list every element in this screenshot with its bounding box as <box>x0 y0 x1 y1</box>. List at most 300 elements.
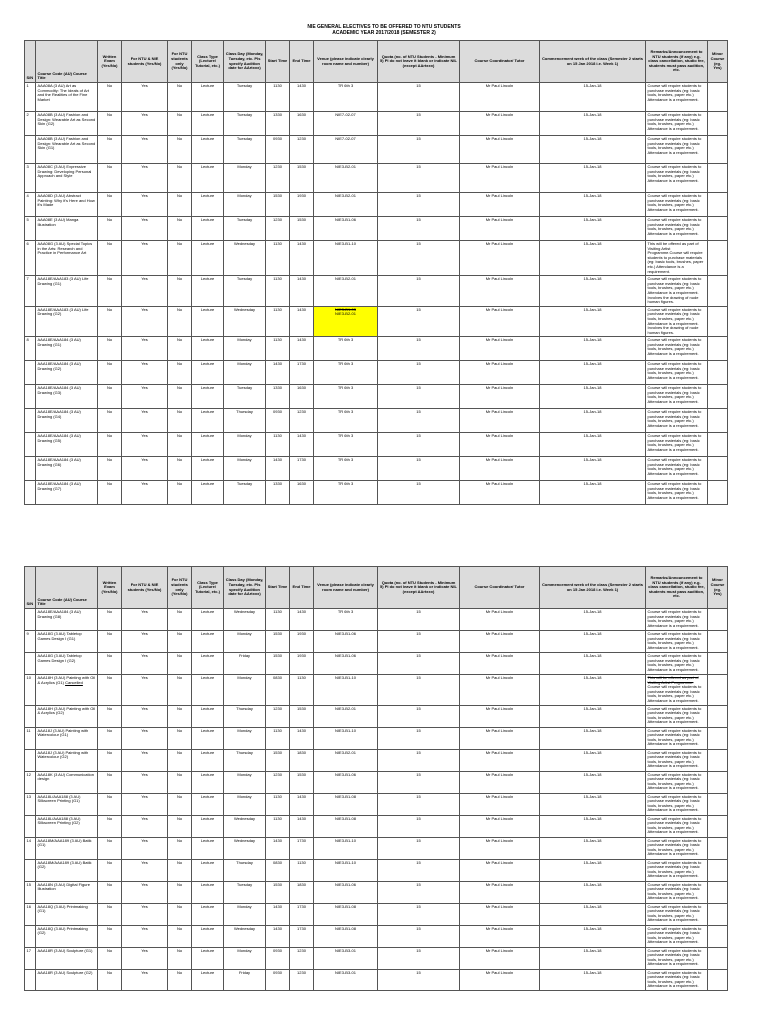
cell-remarks: Course will require students to purchase materials (eg: basic tools, brushes, paper etc.) Attendance is a requirement. Involves the drawing of nude human figures. <box>646 276 708 307</box>
table-row <box>25 241 728 276</box>
cell-start-time: 1330 <box>266 481 290 505</box>
header-sn: S/N <box>25 41 36 83</box>
cell-course: AAA08A (3 AU) Art as Commodity: The Ideals of Art and the Realities of the Fine Market <box>36 83 98 112</box>
cell-class-day: Thursday <box>224 859 266 881</box>
cell-start-time: 1130 <box>266 241 290 276</box>
cell-course: AAA18E/AAA184 (3 AU) Drawing (G8) <box>36 609 98 631</box>
cell-ntu-only: No <box>168 881 192 903</box>
cell-commencement: 15-Jan-18 <box>540 771 646 793</box>
cell-course: AAA18H (3 AU) Painting with Oil & Acrylics (G2) <box>36 705 98 727</box>
cell-commencement: 15-Jan-18 <box>540 653 646 675</box>
cell-course: AAA18E/AAA183 (3 AU) Life Drawing (G2) <box>36 306 98 337</box>
cell-class-day: Friday <box>224 653 266 675</box>
cell-commencement: 15-Jan-18 <box>540 136 646 164</box>
cell-remarks: Course will require students to purchase materials (eg: basic tools, brushes, paper etc.) Attendance is a requirement. <box>646 409 708 433</box>
cell-sn: 3 <box>25 164 36 193</box>
cell-class-type: Lecture <box>192 481 224 505</box>
cell-ntu-nie: Yes <box>122 815 168 837</box>
table-row <box>25 859 728 881</box>
cell-class-type: Lecture <box>192 306 224 337</box>
cell-commencement: 15-Jan-18 <box>540 631 646 653</box>
cell-class-day: Thursday <box>224 705 266 727</box>
cell-quota: 15 <box>378 164 460 193</box>
cell-venue: TR 6th 3 <box>314 385 378 409</box>
cell-start-time: 1130 <box>266 276 290 307</box>
cell-ntu-nie: Yes <box>122 361 168 385</box>
cell-class-day: Wednesday <box>224 815 266 837</box>
cell-sn: 16 <box>25 903 36 925</box>
cell-end-time: 1430 <box>290 83 314 112</box>
cell-ntu-nie: Yes <box>122 481 168 505</box>
cell-class-type: Lecture <box>192 337 224 361</box>
cell-class-day: Monday <box>224 947 266 969</box>
cell-ntu-only: No <box>168 793 192 815</box>
cell-class-day: Monday <box>224 164 266 193</box>
cell-ntu-only: No <box>168 837 192 859</box>
cell-ntu-nie: Yes <box>122 409 168 433</box>
cell-course: AAA18G (3 AU) Tabletop Games Design I (G1) <box>36 631 98 653</box>
cell-coordinator: Mr Paul Lincoln <box>460 136 540 164</box>
cell-sn: 12 <box>25 771 36 793</box>
cell-remarks: Course will require students to purchase materials (eg: basic tools, brushes, paper etc.) Attendance is a requirement. <box>646 727 708 749</box>
cell-ntu-only: No <box>168 631 192 653</box>
cell-commencement: 15-Jan-18 <box>540 881 646 903</box>
cell-written-exam: No <box>98 241 122 276</box>
cell-minor <box>708 727 728 749</box>
cell-coordinator: Mr Paul Lincoln <box>460 481 540 505</box>
table-row <box>25 815 728 837</box>
cell-remarks: Course will require students to purchase materials (eg: basic tools, brushes, paper etc.) Attendance is a requirement. <box>646 217 708 241</box>
cell-start-time: 0830 <box>266 675 290 706</box>
course-note: Cancelled <box>65 679 83 685</box>
cell-coordinator: Mr Paul Lincoln <box>460 83 540 112</box>
cell-ntu-only: No <box>168 337 192 361</box>
cell-ntu-only: No <box>168 969 192 990</box>
cell-ntu-nie: Yes <box>122 337 168 361</box>
cell-commencement: 15-Jan-18 <box>540 433 646 457</box>
cell-sn: 17 <box>25 947 36 969</box>
cell-start-time: 0930 <box>266 136 290 164</box>
cell-minor <box>708 409 728 433</box>
cell-course: AAA18M/AAA189 (3 AU) Batik (G2) <box>36 859 98 881</box>
cell-minor <box>708 837 728 859</box>
cell-coordinator: Mr Paul Lincoln <box>460 276 540 307</box>
cell-written-exam: No <box>98 112 122 136</box>
cell-ntu-only: No <box>168 385 192 409</box>
cell-commencement: 15-Jan-18 <box>540 947 646 969</box>
cell-course: AAA18R (3 AU) Sculpture (G2) <box>36 969 98 990</box>
cell-ntu-only: No <box>168 771 192 793</box>
cell-ntu-only: No <box>168 609 192 631</box>
cell-class-day: Thursday <box>224 749 266 771</box>
cell-start-time: 1130 <box>266 433 290 457</box>
cell-written-exam: No <box>98 193 122 217</box>
cell-sn <box>25 457 36 481</box>
header-venue: Venue (please indicate clearly room name and number) <box>314 41 378 83</box>
cell-venue: NIE3-B1-08 <box>314 793 378 815</box>
cell-remarks: This will be offered as part of Visiting Artist Programme.Course will require students to purchase materials (eg: basic tools, brushes, paper etc.) Attendance is a requirement. <box>646 241 708 276</box>
cell-remarks: Course will require students to purchase materials (eg: basic tools, brushes, paper etc.) Attendance is a requirement. <box>646 481 708 505</box>
cell-ntu-only: No <box>168 727 192 749</box>
cell-course: AAA18J (3 AU) Painting with Watercolour (G2) <box>36 749 98 771</box>
cell-end-time: 1730 <box>290 925 314 947</box>
cell-ntu-only: No <box>168 947 192 969</box>
header-minor: Minor Course (eg. Yes) <box>708 41 728 83</box>
cell-written-exam: No <box>98 457 122 481</box>
cell-venue: TR 6th 3 <box>314 83 378 112</box>
cell-ntu-nie: Yes <box>122 457 168 481</box>
cell-class-day: Monday <box>224 675 266 706</box>
cell-class-type: Lecture <box>192 433 224 457</box>
cell-sn <box>25 653 36 675</box>
table-row <box>25 276 728 307</box>
cell-class-day: Monday <box>224 193 266 217</box>
table-row <box>25 337 728 361</box>
table-row <box>25 457 728 481</box>
table-row <box>25 727 728 749</box>
cell-venue: TR 6th 3 <box>314 337 378 361</box>
cell-ntu-only: No <box>168 903 192 925</box>
cell-class-day: Thursday <box>224 409 266 433</box>
cell-start-time: 1130 <box>266 83 290 112</box>
venue-new: NIE3-B2-01 <box>335 311 356 317</box>
cell-sn: 15 <box>25 881 36 903</box>
cell-course: AAA18R (3 AU) Sculpture (G1) <box>36 947 98 969</box>
cell-course: AAA18E/AAA184 (3 AU) Drawing (G6) <box>36 457 98 481</box>
cell-quota: 15 <box>378 631 460 653</box>
cell-class-type: Lecture <box>192 947 224 969</box>
cell-end-time: 1430 <box>290 609 314 631</box>
cell-written-exam: No <box>98 749 122 771</box>
header-ntu-nie: For NTU & NIE students (Yes/No) <box>122 567 168 609</box>
cell-sn: 4 <box>25 193 36 217</box>
header-start-time: Start Time <box>266 567 290 609</box>
header-class-day: Class Day (Monday, Tuesday, etc. Pls specify Audition date for AArtxxx) <box>224 41 266 83</box>
cell-quota: 15 <box>378 771 460 793</box>
cell-course: AAA18L/AAA188 (3 AU) Silkscreen Printing (G2) <box>36 815 98 837</box>
cell-course: AAA08B (3 AU) Fashion and Design: Wearable Art as Second Skin (G2) <box>36 112 98 136</box>
cell-class-day: Monday <box>224 631 266 653</box>
cell-sn: 13 <box>25 793 36 815</box>
cell-coordinator: Mr Paul Lincoln <box>460 653 540 675</box>
cell-remarks: Course will require students to purchase materials (eg: basic tools, brushes, paper etc.) Attendance is a requirement. <box>646 837 708 859</box>
cell-quota: 15 <box>378 409 460 433</box>
cell-coordinator: Mr Paul Lincoln <box>460 705 540 727</box>
header-ntu-nie: For NTU & NIE students (Yes/No) <box>122 41 168 83</box>
cell-ntu-only: No <box>168 481 192 505</box>
cell-start-time: 1230 <box>266 771 290 793</box>
cell-ntu-nie: Yes <box>122 771 168 793</box>
table-row <box>25 969 728 990</box>
cell-minor <box>708 361 728 385</box>
cell-start-time: 1530 <box>266 653 290 675</box>
cell-venue: TR 6th 3 <box>314 361 378 385</box>
table-row <box>25 193 728 217</box>
cell-written-exam: No <box>98 481 122 505</box>
cell-commencement: 15-Jan-18 <box>540 837 646 859</box>
cell-course: AAA18K (3 AU) Communication design <box>36 771 98 793</box>
cell-start-time: 0930 <box>266 969 290 990</box>
cell-minor <box>708 457 728 481</box>
cell-sn <box>25 136 36 164</box>
cell-ntu-only: No <box>168 925 192 947</box>
cell-end-time: 1630 <box>290 385 314 409</box>
cell-venue: NIE3-B1-06 <box>314 631 378 653</box>
cell-ntu-only: No <box>168 705 192 727</box>
cell-class-day: Monday <box>224 793 266 815</box>
cell-minor <box>708 276 728 307</box>
cell-sn <box>25 361 36 385</box>
cell-class-type: Lecture <box>192 727 224 749</box>
cell-class-day: Monday <box>224 457 266 481</box>
cell-course: AAA18G (3 AU) Tabletop Games Design I (G2) <box>36 653 98 675</box>
cell-venue: NIE3-B2-01 <box>314 705 378 727</box>
cell-ntu-nie: Yes <box>122 306 168 337</box>
cell-class-type: Lecture <box>192 749 224 771</box>
cell-start-time: 0930 <box>266 947 290 969</box>
cell-start-time: 1530 <box>266 749 290 771</box>
header-commencement: Commencement week of the class (Semester 2 starts on 15 Jan 2018 i.e. Week 1) <box>540 567 646 609</box>
cell-sn <box>25 925 36 947</box>
cell-ntu-only: No <box>168 653 192 675</box>
cell-venue: NIE3-B1-10 <box>314 859 378 881</box>
cell-class-day: Monday <box>224 903 266 925</box>
cell-minor <box>708 481 728 505</box>
cell-written-exam: No <box>98 306 122 337</box>
cell-ntu-only: No <box>168 859 192 881</box>
cell-ntu-nie: Yes <box>122 859 168 881</box>
cell-quota: 15 <box>378 837 460 859</box>
cell-class-day: Wednesday <box>224 306 266 337</box>
cell-coordinator: Mr Paul Lincoln <box>460 409 540 433</box>
cell-commencement: 15-Jan-18 <box>540 859 646 881</box>
cell-start-time: 1330 <box>266 385 290 409</box>
cell-quota: 15 <box>378 947 460 969</box>
cell-end-time: 1530 <box>290 164 314 193</box>
cell-sn <box>25 859 36 881</box>
header-class-type: Class Type (Lecture/ Tutorial, etc.) <box>192 567 224 609</box>
cell-written-exam: No <box>98 903 122 925</box>
cell-written-exam: No <box>98 136 122 164</box>
cell-written-exam: No <box>98 859 122 881</box>
table-row <box>25 675 728 706</box>
cell-coordinator: Mr Paul Lincoln <box>460 859 540 881</box>
cell-sn: 7 <box>25 276 36 307</box>
cell-ntu-only: No <box>168 193 192 217</box>
cell-start-time: 1430 <box>266 457 290 481</box>
cell-remarks: Course will require students to purchase materials (eg: basic tools, brushes, paper etc.) Attendance is a requirement. <box>646 83 708 112</box>
cell-coordinator: Mr Paul Lincoln <box>460 675 540 706</box>
cell-class-type: Lecture <box>192 793 224 815</box>
cell-minor <box>708 193 728 217</box>
cell-course: AAA18E/AAA184 (3 AU) Drawing (G5) <box>36 433 98 457</box>
cell-coordinator: Mr Paul Lincoln <box>460 793 540 815</box>
cell-sn: 14 <box>25 837 36 859</box>
cell-coordinator: Mr Paul Lincoln <box>460 609 540 631</box>
cell-coordinator: Mr Paul Lincoln <box>460 112 540 136</box>
cell-quota: 15 <box>378 609 460 631</box>
cell-coordinator: Mr Paul Lincoln <box>460 925 540 947</box>
cell-commencement: 15-Jan-18 <box>540 385 646 409</box>
cell-remarks: Course will require students to purchase materials (eg: basic tools, brushes, paper etc.) Attendance is a requirement. <box>646 925 708 947</box>
cell-class-day: Monday <box>224 337 266 361</box>
cell-end-time: 1230 <box>290 947 314 969</box>
cell-ntu-only: No <box>168 433 192 457</box>
cell-venue: NIE3-B1-06 <box>314 771 378 793</box>
cell-course: AAA18E/AAA184 (3 AU) Drawing (G7) <box>36 481 98 505</box>
cell-ntu-nie: Yes <box>122 83 168 112</box>
cell-start-time: 1130 <box>266 306 290 337</box>
cell-coordinator: Mr Paul Lincoln <box>460 903 540 925</box>
cell-venue: NIE7-02-07 <box>314 136 378 164</box>
header-ntu-only: For NTU students only (Yes/No) <box>168 567 192 609</box>
cell-written-exam: No <box>98 361 122 385</box>
cell-ntu-only: No <box>168 815 192 837</box>
table-row <box>25 385 728 409</box>
cell-quota: 15 <box>378 815 460 837</box>
table-row <box>25 947 728 969</box>
cell-course: AAA08B (3 AU) Fashion and Design: Wearable Art as Second Skin (G1) <box>36 136 98 164</box>
cell-class-type: Lecture <box>192 276 224 307</box>
cell-sn: 1 <box>25 83 36 112</box>
cell-course: AAA08D (3 AU) Abstract Painting: Why it's Here and How it's Made <box>36 193 98 217</box>
header-quota: Quota (no. of NTU Students - Minimum 5) Pl do not leave it blank or indicate NIL (except AArtxxx) <box>378 41 460 83</box>
cell-end-time: 1430 <box>290 337 314 361</box>
cell-start-time: 1330 <box>266 112 290 136</box>
cell-course: AAA18Q (3 AU) Printmaking (G1) <box>36 903 98 925</box>
cell-venue: NIE3-B1-10 <box>314 241 378 276</box>
cell-coordinator: Mr Paul Lincoln <box>460 217 540 241</box>
remarks-text: Course will require students to purchase materials (eg: basic tools, brushes, paper etc.) Attendance is a requirement. <box>647 684 702 703</box>
cell-commencement: 15-Jan-18 <box>540 361 646 385</box>
cell-sn: 6 <box>25 241 36 276</box>
cell-ntu-nie: Yes <box>122 675 168 706</box>
cell-class-type: Lecture <box>192 771 224 793</box>
cell-written-exam: No <box>98 969 122 990</box>
header-ntu-only: For NTU students only (Yes/No) <box>168 41 192 83</box>
cell-class-type: Lecture <box>192 653 224 675</box>
cell-remarks: Course will require students to purchase materials (eg: basic tools, brushes, paper etc.) Attendance is a requirement. <box>646 112 708 136</box>
cell-class-day: Monday <box>224 771 266 793</box>
cell-start-time: 1430 <box>266 837 290 859</box>
cell-coordinator: Mr Paul Lincoln <box>460 337 540 361</box>
cell-quota: 15 <box>378 675 460 706</box>
cell-commencement: 15-Jan-18 <box>540 83 646 112</box>
cell-minor <box>708 947 728 969</box>
table-row <box>25 653 728 675</box>
cell-class-day: Tuesday <box>224 481 266 505</box>
cell-class-day: Wednesday <box>224 837 266 859</box>
cell-remarks: Course will require students to purchase materials (eg: basic tools, brushes, paper etc.) Attendance is a requirement. <box>646 947 708 969</box>
cell-end-time: 1630 <box>290 481 314 505</box>
cell-written-exam: No <box>98 164 122 193</box>
cell-venue: TR 6th 3 <box>314 433 378 457</box>
cell-coordinator: Mr Paul Lincoln <box>460 631 540 653</box>
cell-class-type: Lecture <box>192 859 224 881</box>
cell-sn: 5 <box>25 217 36 241</box>
cell-minor <box>708 793 728 815</box>
cell-remarks: Course will require students to purchase materials (eg: basic tools, brushes, paper etc.) Attendance is a requirement. <box>646 385 708 409</box>
cell-class-day: Tuesday <box>224 136 266 164</box>
cell-quota: 15 <box>378 361 460 385</box>
cell-written-exam: No <box>98 837 122 859</box>
header-end-time: End Time <box>290 41 314 83</box>
cell-quota: 15 <box>378 881 460 903</box>
cell-minor <box>708 925 728 947</box>
cell-minor <box>708 859 728 881</box>
cell-written-exam: No <box>98 815 122 837</box>
title-line-1: NIE GENERAL ELECTIVES TO BE OFFERED TO NTU STUDENTS <box>307 24 461 30</box>
cell-written-exam: No <box>98 409 122 433</box>
cell-written-exam: No <box>98 793 122 815</box>
cell-quota: 15 <box>378 433 460 457</box>
table-row <box>25 837 728 859</box>
cell-remarks: Course will require students to purchase materials (eg: basic tools, brushes, paper etc.) Attendance is a requirement. <box>646 705 708 727</box>
cell-coordinator: Mr Paul Lincoln <box>460 727 540 749</box>
cell-remarks: Course will require students to purchase materials (eg: basic tools, brushes, paper etc.) Attendance is a requirement. <box>646 749 708 771</box>
cell-coordinator: Mr Paul Lincoln <box>460 771 540 793</box>
cell-minor <box>708 241 728 276</box>
cell-commencement: 15-Jan-18 <box>540 306 646 337</box>
cell-end-time: 1830 <box>290 749 314 771</box>
cell-venue: TR 6th 3 <box>314 409 378 433</box>
cell-end-time: 1430 <box>290 276 314 307</box>
cell-ntu-only: No <box>168 136 192 164</box>
cell-ntu-nie: Yes <box>122 727 168 749</box>
table-row <box>25 164 728 193</box>
cell-minor <box>708 749 728 771</box>
cell-ntu-nie: Yes <box>122 749 168 771</box>
cell-remarks: Course will require students to purchase materials (eg: basic tools, brushes, paper etc.) Attendance is a requirement. <box>646 193 708 217</box>
table-header <box>25 41 728 83</box>
cell-ntu-only: No <box>168 83 192 112</box>
cell-remarks <box>646 675 708 706</box>
cell-commencement: 15-Jan-18 <box>540 609 646 631</box>
cell-sn: 8 <box>25 337 36 361</box>
cell-course: AAA18E/AAA184 (3 AU) Drawing (G2) <box>36 361 98 385</box>
cell-start-time: 1230 <box>266 705 290 727</box>
title-line-2: ACADEMIC YEAR 2017/2018 (SEMESTER 2) <box>332 30 436 36</box>
cell-start-time: 1430 <box>266 925 290 947</box>
cell-class-type: Lecture <box>192 457 224 481</box>
cell-class-type: Lecture <box>192 609 224 631</box>
cell-ntu-only: No <box>168 361 192 385</box>
cell-minor <box>708 881 728 903</box>
cell-commencement: 15-Jan-18 <box>540 749 646 771</box>
cell-quota: 15 <box>378 969 460 990</box>
cell-coordinator: Mr Paul Lincoln <box>460 837 540 859</box>
header-venue: Venue (please indicate clearly room name and number) <box>314 567 378 609</box>
cell-class-day: Friday <box>224 969 266 990</box>
cell-end-time: 1930 <box>290 653 314 675</box>
cell-remarks: Course will require students to purchase materials (eg: basic tools, brushes, paper etc.) Attendance is a requirement. <box>646 903 708 925</box>
cell-class-type: Lecture <box>192 385 224 409</box>
cell-remarks: Course will require students to purchase materials (eg: basic tools, brushes, paper etc.) Attendance is a requirement. <box>646 859 708 881</box>
header-course: Course Code (AU) Course Title <box>36 41 98 83</box>
cell-sn <box>25 306 36 337</box>
cell-venue: TR 6th 3 <box>314 481 378 505</box>
cell-quota: 15 <box>378 749 460 771</box>
electives-table-page-1 <box>24 40 728 505</box>
header-minor: Minor Course (eg. Yes) <box>708 567 728 609</box>
venue-old: NIE3-B1-03 <box>335 306 356 312</box>
cell-coordinator: Mr Paul Lincoln <box>460 969 540 990</box>
header-commencement: Commencement week of the class (Semester 2 starts on 15 Jan 2018 i.e. Week 1) <box>540 41 646 83</box>
cell-sn <box>25 409 36 433</box>
cell-written-exam: No <box>98 653 122 675</box>
cell-ntu-nie: Yes <box>122 969 168 990</box>
cell-remarks: Course will require students to purchase materials (eg: basic tools, brushes, paper etc.) Attendance is a requirement. <box>646 815 708 837</box>
